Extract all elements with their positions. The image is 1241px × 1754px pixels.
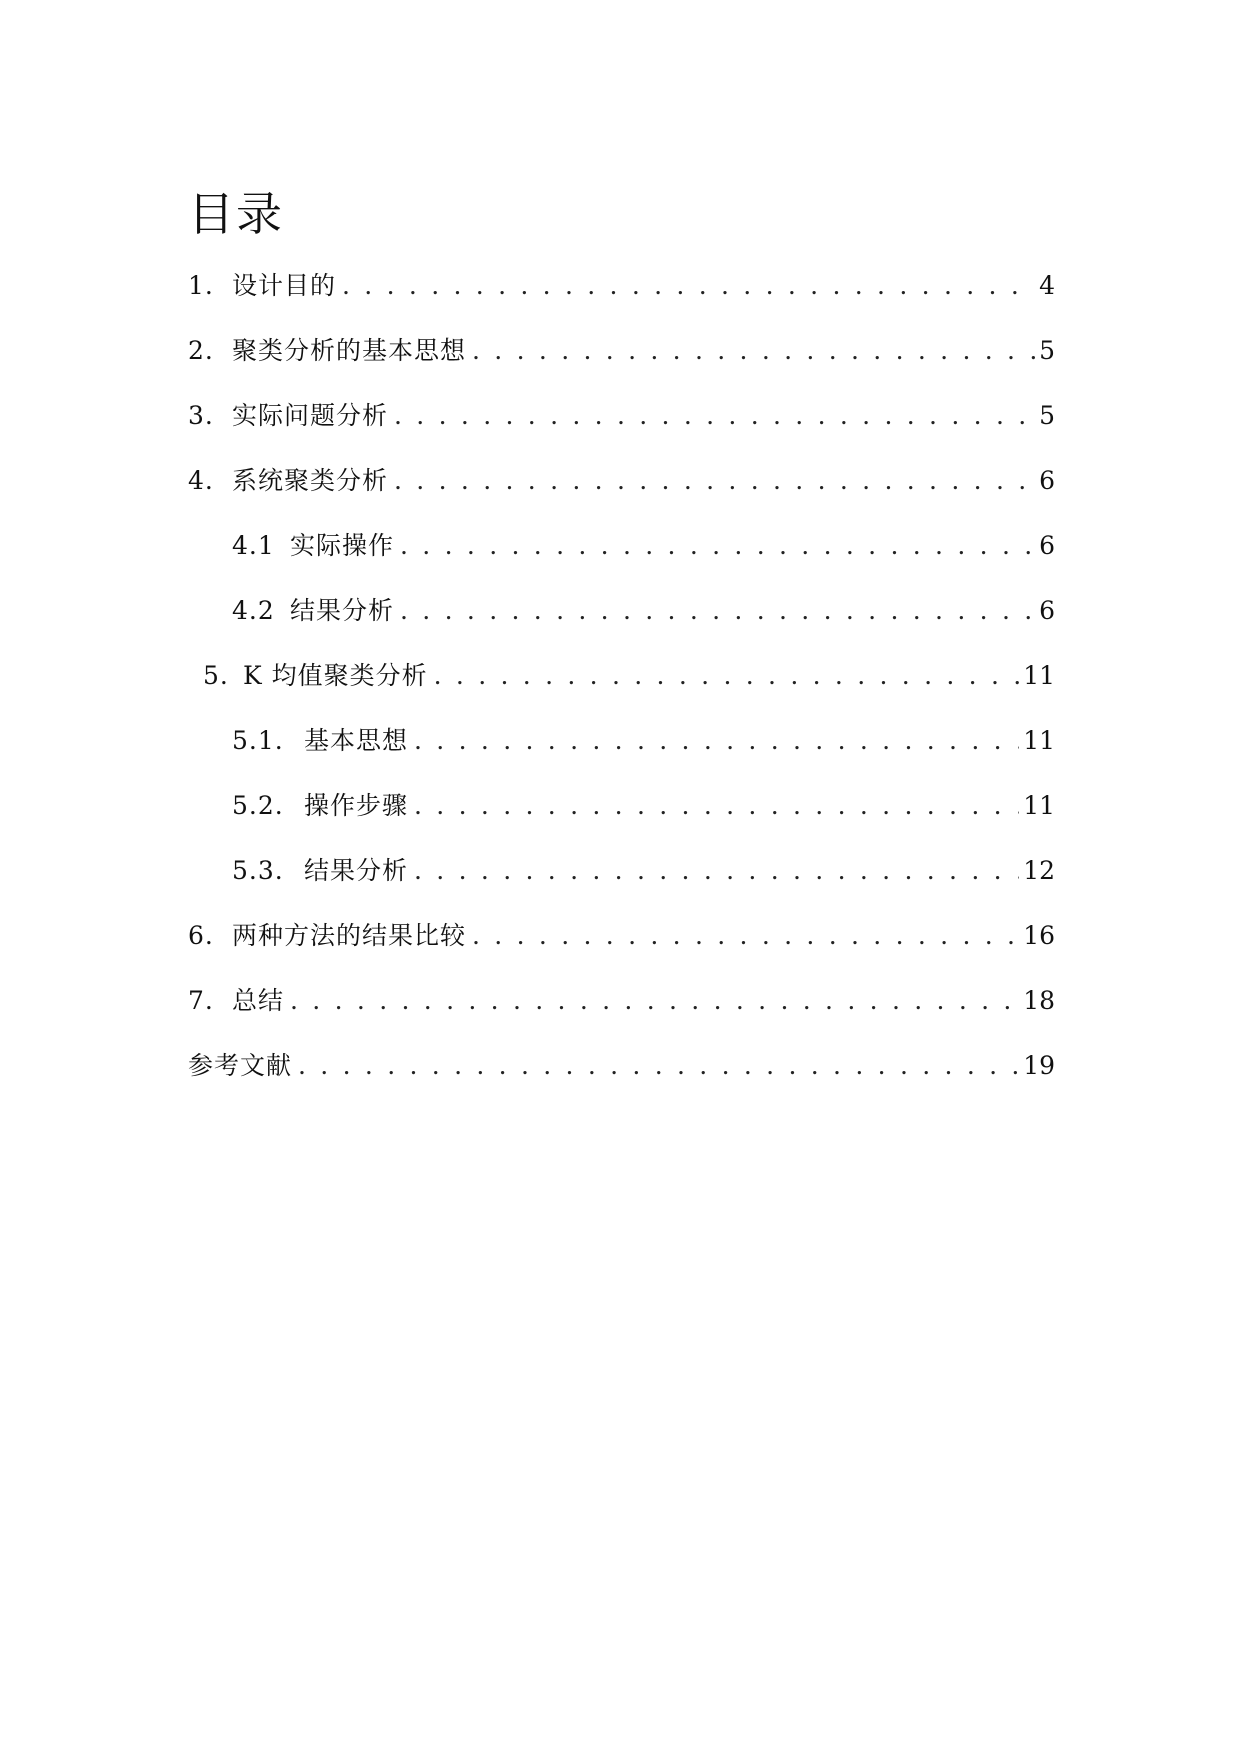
- toc-entry-number: 4.1: [232, 531, 275, 560]
- toc-entry-number: 7.: [188, 986, 214, 1015]
- toc-entry-page: 11: [1023, 791, 1055, 820]
- toc-title: 目录: [188, 187, 284, 241]
- toc-entry-number: 6.: [188, 921, 214, 950]
- toc-entry-5-2[interactable]: [232, 786, 1055, 826]
- toc-dot-leader: [400, 591, 1035, 631]
- toc-entry-text: 设计目的: [232, 271, 337, 300]
- toc-entry-4-1[interactable]: [232, 526, 1055, 566]
- toc-dot-leader: [290, 981, 1019, 1021]
- toc-dot-leader: [472, 331, 1035, 371]
- toc-dot-leader: [414, 851, 1019, 891]
- toc-entry-number: 2.: [188, 336, 214, 365]
- toc-entry-2[interactable]: [188, 331, 1055, 371]
- toc-entry-page: 5: [1039, 401, 1055, 430]
- toc-entry-text: 系统聚类分析: [232, 466, 389, 495]
- toc-entry-number: 4.2: [232, 596, 275, 625]
- toc-entry-text: 基本思想: [304, 726, 409, 755]
- toc-entry-number: 5.2.: [232, 791, 284, 820]
- toc-dot-leader: [414, 786, 1019, 826]
- toc-entry-text: 参考文献: [188, 1051, 293, 1080]
- toc-entry-page: 4: [1039, 271, 1055, 300]
- toc-dot-leader: [342, 266, 1035, 306]
- toc-entry-1[interactable]: [188, 266, 1055, 306]
- toc-entry-number: 4.: [188, 466, 214, 495]
- toc-entry-3[interactable]: [188, 396, 1055, 436]
- toc-dot-leader: [434, 656, 1020, 696]
- toc-entry-text: 总结: [232, 986, 285, 1015]
- toc-entry-text: 操作步骤: [304, 791, 409, 820]
- toc-entry-page: 16: [1023, 921, 1055, 950]
- toc-entry-7[interactable]: [188, 981, 1055, 1021]
- toc-entry-text: K 均值聚类分析: [243, 661, 428, 690]
- toc-entry-number: 5.: [203, 661, 229, 690]
- toc-dot-leader: [298, 1046, 1019, 1086]
- toc-dot-leader: [394, 396, 1035, 436]
- toc-entry-text: 聚类分析的基本思想: [232, 336, 467, 365]
- toc-entry-page: 18: [1023, 986, 1055, 1015]
- toc-entry-page: 6: [1039, 596, 1055, 625]
- toc-entry-6[interactable]: [188, 916, 1055, 956]
- toc-entry-number: 5.3.: [232, 856, 284, 885]
- toc-entry-5-3[interactable]: [232, 851, 1055, 891]
- toc-entry-number: 3.: [188, 401, 214, 430]
- toc-dot-leader: [414, 721, 1019, 761]
- toc-entry-5-1[interactable]: [232, 721, 1055, 761]
- toc-entry-number: 5.1.: [232, 726, 284, 755]
- toc-entry-page: 19: [1023, 1051, 1055, 1080]
- toc-entry-text: 结果分析: [304, 856, 409, 885]
- toc-entry-text: 结果分析: [290, 596, 395, 625]
- toc-dot-leader: [472, 916, 1019, 956]
- toc-entry-text: 实际操作: [290, 531, 395, 560]
- toc-dot-leader: [400, 526, 1035, 566]
- toc-entry-number: 1.: [188, 271, 214, 300]
- toc-dot-leader: [394, 461, 1035, 501]
- toc-entry-page: 5: [1039, 336, 1055, 365]
- toc-entry-page: 11: [1023, 726, 1055, 755]
- toc-entry-references[interactable]: [188, 1046, 1055, 1086]
- toc-entry-page: 6: [1039, 531, 1055, 560]
- toc-entry-text: 实际问题分析: [232, 401, 389, 430]
- toc-entry-5[interactable]: [203, 656, 1055, 696]
- toc-entry-4-2[interactable]: [232, 591, 1055, 631]
- toc-entry-4[interactable]: [188, 461, 1055, 501]
- toc-entry-page: 12: [1023, 856, 1055, 885]
- toc-entry-text: 两种方法的结果比较: [232, 921, 467, 950]
- toc-entry-page: 11: [1023, 661, 1055, 690]
- toc-entry-page: 6: [1039, 466, 1055, 495]
